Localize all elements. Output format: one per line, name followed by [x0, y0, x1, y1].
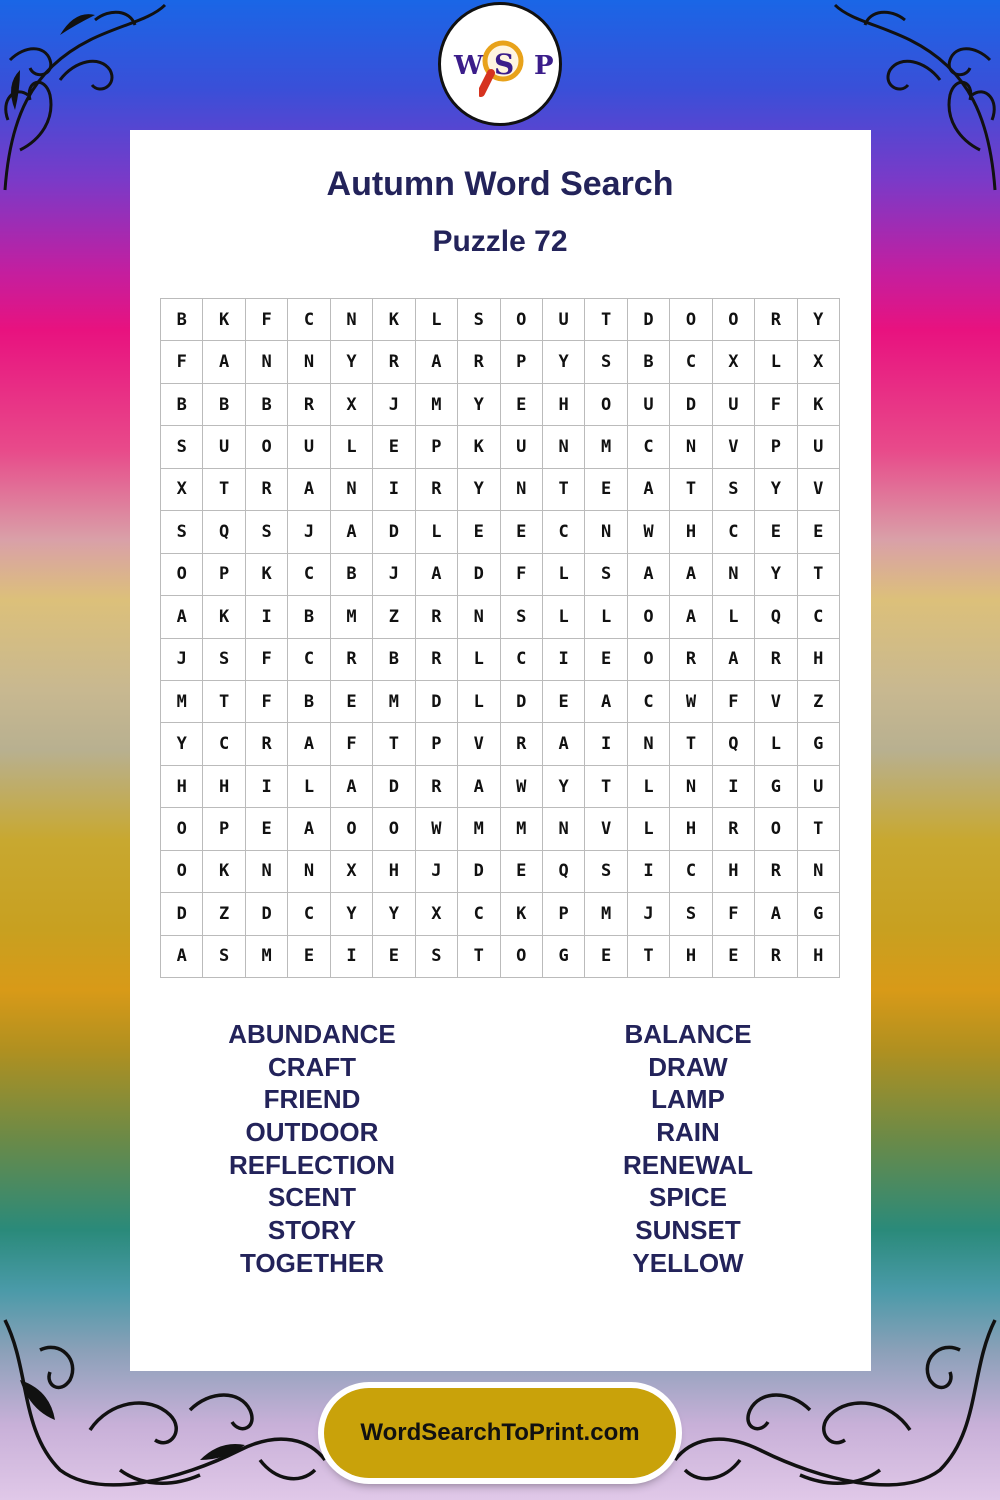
grid-cell[interactable]: O [161, 554, 203, 596]
grid-cell[interactable]: R [501, 723, 543, 765]
grid-cell[interactable]: W [628, 511, 670, 553]
grid-cell[interactable]: T [585, 299, 627, 341]
grid-cell[interactable]: S [203, 639, 245, 681]
grid-cell[interactable]: N [501, 469, 543, 511]
grid-cell[interactable]: E [246, 808, 288, 850]
grid-cell[interactable]: B [288, 681, 330, 723]
grid-cell[interactable]: N [288, 341, 330, 383]
grid-cell[interactable]: C [628, 681, 670, 723]
grid-cell[interactable]: L [713, 596, 755, 638]
grid-cell[interactable]: A [670, 554, 712, 596]
grid-cell[interactable]: K [373, 299, 415, 341]
grid-cell[interactable]: M [246, 936, 288, 978]
grid-cell[interactable]: N [246, 851, 288, 893]
grid-cell[interactable]: P [755, 426, 797, 468]
grid-cell[interactable]: L [585, 596, 627, 638]
word-list-item: RAIN [656, 1117, 720, 1148]
grid-cell[interactable]: E [501, 851, 543, 893]
grid-cell[interactable]: P [203, 808, 245, 850]
grid-cell[interactable]: C [628, 426, 670, 468]
grid-cell[interactable]: J [416, 851, 458, 893]
grid-cell[interactable]: W [416, 808, 458, 850]
grid-cell[interactable]: O [331, 808, 373, 850]
grid-cell[interactable]: K [203, 851, 245, 893]
grid-cell[interactable]: X [161, 469, 203, 511]
grid-cell[interactable]: S [501, 596, 543, 638]
grid-cell[interactable]: S [713, 469, 755, 511]
word-list-item: FRIEND [263, 1084, 361, 1115]
grid-cell[interactable]: F [246, 681, 288, 723]
grid-cell[interactable]: R [755, 936, 797, 978]
logo-letter-w: W [454, 51, 484, 81]
grid-cell[interactable]: T [670, 723, 712, 765]
grid-cell[interactable]: C [670, 341, 712, 383]
grid-cell[interactable]: A [416, 554, 458, 596]
grid-cell[interactable]: U [798, 766, 840, 808]
grid-cell[interactable]: Y [373, 893, 415, 935]
grid-cell[interactable]: Q [713, 723, 755, 765]
grid-cell[interactable]: U [543, 299, 585, 341]
grid-cell[interactable]: Y [543, 766, 585, 808]
grid-cell[interactable]: B [203, 384, 245, 426]
grid-cell[interactable]: T [798, 554, 840, 596]
grid-cell[interactable]: J [161, 639, 203, 681]
grid-cell[interactable]: G [798, 723, 840, 765]
grid-cell[interactable]: R [246, 469, 288, 511]
grid-cell[interactable]: V [755, 681, 797, 723]
grid-cell[interactable]: A [161, 596, 203, 638]
grid-cell[interactable]: Y [543, 341, 585, 383]
grid-cell[interactable]: H [670, 808, 712, 850]
grid-cell[interactable]: S [246, 511, 288, 553]
grid-cell[interactable]: E [755, 511, 797, 553]
grid-cell[interactable]: F [246, 639, 288, 681]
grid-cell[interactable]: S [203, 936, 245, 978]
grid-cell[interactable]: A [628, 554, 670, 596]
grid-cell[interactable]: S [161, 511, 203, 553]
grid-cell[interactable]: C [288, 554, 330, 596]
grid-cell[interactable]: L [416, 299, 458, 341]
grid-cell[interactable]: T [585, 766, 627, 808]
grid-cell[interactable]: F [713, 681, 755, 723]
grid-cell[interactable]: A [416, 341, 458, 383]
grid-cell[interactable]: A [331, 766, 373, 808]
grid-cell[interactable]: A [161, 936, 203, 978]
grid-cell[interactable]: S [585, 554, 627, 596]
grid-cell[interactable]: D [458, 554, 500, 596]
letter-grid[interactable] [160, 298, 840, 978]
grid-cell[interactable]: T [373, 723, 415, 765]
grid-cell[interactable]: K [501, 893, 543, 935]
grid-cell[interactable]: F [755, 384, 797, 426]
grid-cell[interactable]: O [246, 426, 288, 468]
grid-cell[interactable]: T [543, 469, 585, 511]
grid-cell[interactable]: N [246, 341, 288, 383]
page-title: Autumn Word Search [326, 165, 674, 203]
grid-cell[interactable]: O [501, 299, 543, 341]
word-list-item: STORY [267, 1215, 357, 1246]
grid-cell[interactable]: T [203, 469, 245, 511]
grid-cell[interactable]: W [501, 766, 543, 808]
grid-cell[interactable]: G [755, 766, 797, 808]
grid-cell[interactable]: S [585, 341, 627, 383]
grid-cell[interactable]: L [543, 596, 585, 638]
grid-cell[interactable]: S [458, 299, 500, 341]
grid-cell[interactable]: O [161, 808, 203, 850]
grid-cell[interactable]: L [458, 639, 500, 681]
grid-cell[interactable]: T [203, 681, 245, 723]
grid-cell[interactable]: C [288, 893, 330, 935]
grid-cell[interactable]: T [670, 469, 712, 511]
grid-cell[interactable]: J [373, 384, 415, 426]
grid-cell[interactable]: V [585, 808, 627, 850]
website-label: WordSearchToPrint.com [360, 1419, 640, 1446]
grid-cell[interactable]: R [288, 384, 330, 426]
grid-cell[interactable]: P [501, 341, 543, 383]
grid-cell[interactable]: Y [161, 723, 203, 765]
grid-cell[interactable]: V [798, 469, 840, 511]
grid-cell[interactable]: I [543, 639, 585, 681]
grid-cell[interactable]: L [543, 554, 585, 596]
grid-cell[interactable]: U [501, 426, 543, 468]
grid-cell[interactable]: H [203, 766, 245, 808]
grid-cell[interactable]: O [670, 299, 712, 341]
grid-cell[interactable]: S [585, 851, 627, 893]
grid-cell[interactable]: D [458, 851, 500, 893]
grid-cell[interactable]: E [458, 511, 500, 553]
word-list-item: YELLOW [632, 1247, 744, 1278]
grid-cell[interactable]: A [458, 766, 500, 808]
grid-cell[interactable]: L [458, 681, 500, 723]
grid-cell[interactable]: D [161, 893, 203, 935]
grid-cell[interactable]: A [670, 596, 712, 638]
grid-cell[interactable]: L [628, 766, 670, 808]
grid-cell[interactable]: S [670, 893, 712, 935]
grid-cell[interactable]: J [628, 893, 670, 935]
grid-cell[interactable]: A [585, 681, 627, 723]
grid-cell[interactable]: E [585, 469, 627, 511]
grid-cell[interactable]: H [161, 766, 203, 808]
grid-cell[interactable]: N [585, 511, 627, 553]
grid-cell[interactable]: Z [373, 596, 415, 638]
grid-cell[interactable]: R [755, 851, 797, 893]
word-list-item: TOGETHER [240, 1247, 384, 1278]
grid-cell[interactable]: W [670, 681, 712, 723]
word-list-item: SUNSET [635, 1215, 741, 1246]
grid-cell[interactable]: U [628, 384, 670, 426]
grid-cell[interactable]: A [755, 893, 797, 935]
grid-cell[interactable]: C [203, 723, 245, 765]
grid-cell[interactable]: B [628, 341, 670, 383]
grid-cell[interactable]: F [713, 893, 755, 935]
grid-cell[interactable]: Y [331, 341, 373, 383]
grid-cell[interactable]: R [331, 639, 373, 681]
grid-cell[interactable]: G [798, 893, 840, 935]
grid-cell[interactable]: Y [331, 893, 373, 935]
grid-cell[interactable]: O [628, 596, 670, 638]
grid-cell[interactable]: D [373, 511, 415, 553]
grid-cell[interactable]: H [798, 936, 840, 978]
grid-cell[interactable]: T [798, 808, 840, 850]
grid-cell[interactable]: Q [203, 511, 245, 553]
word-list-left [162, 1018, 462, 1280]
grid-cell[interactable]: E [288, 936, 330, 978]
grid-cell[interactable]: Y [458, 384, 500, 426]
word-list-item: REFLECTION [228, 1149, 396, 1180]
grid-cell[interactable]: B [161, 384, 203, 426]
word-list-item: OUTDOOR [245, 1117, 379, 1148]
grid-cell[interactable]: X [416, 893, 458, 935]
grid-cell[interactable]: P [416, 723, 458, 765]
grid-cell[interactable]: E [331, 681, 373, 723]
grid-cell[interactable]: H [798, 639, 840, 681]
grid-cell[interactable]: E [798, 511, 840, 553]
grid-cell[interactable]: C [501, 639, 543, 681]
grid-cell[interactable]: Q [755, 596, 797, 638]
grid-cell[interactable]: B [373, 639, 415, 681]
grid-cell[interactable]: E [585, 936, 627, 978]
grid-cell[interactable]: N [543, 808, 585, 850]
word-list-item: SCENT [267, 1182, 357, 1213]
grid-cell[interactable]: D [628, 299, 670, 341]
logo-letter-s: S [494, 48, 515, 81]
grid-cell[interactable]: Z [203, 893, 245, 935]
word-list-item: LAMP [651, 1084, 725, 1115]
grid-cell[interactable]: B [246, 384, 288, 426]
grid-cell[interactable]: R [416, 766, 458, 808]
grid-cell[interactable]: I [628, 851, 670, 893]
grid-cell[interactable]: C [713, 511, 755, 553]
grid-cell[interactable]: N [543, 426, 585, 468]
grid-cell[interactable]: Y [458, 469, 500, 511]
grid-cell[interactable]: C [288, 299, 330, 341]
grid-cell[interactable]: O [713, 299, 755, 341]
grid-cell[interactable]: B [288, 596, 330, 638]
grid-cell[interactable]: A [288, 723, 330, 765]
grid-cell[interactable]: A [288, 808, 330, 850]
grid-cell[interactable]: M [585, 893, 627, 935]
grid-cell[interactable]: A [713, 639, 755, 681]
grid-cell[interactable]: F [501, 554, 543, 596]
word-list-item: BALANCE [624, 1019, 752, 1049]
grid-cell[interactable]: T [628, 936, 670, 978]
grid-cell[interactable]: R [670, 639, 712, 681]
grid-cell[interactable]: O [755, 808, 797, 850]
grid-cell[interactable]: U [798, 426, 840, 468]
grid-cell[interactable]: H [670, 511, 712, 553]
grid-cell[interactable]: F [331, 723, 373, 765]
grid-cell[interactable]: A [628, 469, 670, 511]
site-logo[interactable] [438, 2, 562, 126]
grid-cell[interactable]: J [373, 554, 415, 596]
grid-cell[interactable]: L [628, 808, 670, 850]
grid-cell[interactable]: M [416, 384, 458, 426]
grid-cell[interactable]: I [246, 766, 288, 808]
grid-cell[interactable]: V [713, 426, 755, 468]
grid-cell[interactable]: L [755, 341, 797, 383]
grid-cell[interactable]: R [246, 723, 288, 765]
word-list-item: RENEWAL [623, 1149, 753, 1180]
grid-cell[interactable]: R [755, 639, 797, 681]
grid-cell[interactable]: O [585, 384, 627, 426]
grid-cell[interactable]: C [288, 639, 330, 681]
grid-cell[interactable]: U [713, 384, 755, 426]
grid-cell[interactable]: O [501, 936, 543, 978]
word-list-item: DRAW [648, 1051, 728, 1082]
grid-cell[interactable]: R [373, 341, 415, 383]
grid-cell[interactable]: E [373, 936, 415, 978]
grid-cell[interactable]: S [161, 426, 203, 468]
grid-cell[interactable]: R [458, 341, 500, 383]
grid-cell[interactable]: U [288, 426, 330, 468]
grid-cell[interactable]: M [161, 681, 203, 723]
grid-cell[interactable]: P [203, 554, 245, 596]
grid-cell[interactable]: E [501, 384, 543, 426]
grid-cell[interactable]: L [416, 511, 458, 553]
grid-cell[interactable]: B [161, 299, 203, 341]
grid-cell[interactable]: X [798, 341, 840, 383]
grid-cell[interactable]: O [628, 639, 670, 681]
grid-cell[interactable]: J [288, 511, 330, 553]
grid-cell[interactable]: D [670, 384, 712, 426]
grid-cell[interactable]: F [161, 341, 203, 383]
grid-cell[interactable]: E [543, 681, 585, 723]
grid-cell[interactable]: B [331, 554, 373, 596]
grid-cell[interactable]: M [458, 808, 500, 850]
grid-cell[interactable]: K [203, 596, 245, 638]
word-list-item: SPICE [648, 1182, 728, 1213]
grid-cell[interactable]: N [670, 426, 712, 468]
grid-cell[interactable]: X [331, 384, 373, 426]
grid-cell[interactable]: C [458, 893, 500, 935]
grid-cell[interactable]: R [713, 808, 755, 850]
grid-cell[interactable]: D [246, 893, 288, 935]
grid-cell[interactable]: K [246, 554, 288, 596]
grid-cell[interactable]: D [501, 681, 543, 723]
grid-cell[interactable]: K [798, 384, 840, 426]
grid-cell[interactable]: S [416, 936, 458, 978]
grid-cell[interactable]: N [458, 596, 500, 638]
grid-cell[interactable]: I [331, 936, 373, 978]
grid-cell[interactable]: U [203, 426, 245, 468]
grid-cell[interactable]: I [373, 469, 415, 511]
grid-cell[interactable]: X [331, 851, 373, 893]
grid-cell[interactable]: K [458, 426, 500, 468]
grid-cell[interactable]: E [373, 426, 415, 468]
grid-cell[interactable]: A [331, 511, 373, 553]
grid-cell[interactable]: C [670, 851, 712, 893]
grid-cell[interactable]: N [331, 469, 373, 511]
grid-cell[interactable]: I [585, 723, 627, 765]
grid-cell[interactable]: F [246, 299, 288, 341]
grid-cell[interactable]: X [713, 341, 755, 383]
grid-cell[interactable]: C [798, 596, 840, 638]
grid-cell[interactable]: H [373, 851, 415, 893]
grid-cell[interactable]: A [203, 341, 245, 383]
grid-cell[interactable]: D [373, 766, 415, 808]
grid-cell[interactable]: R [416, 469, 458, 511]
grid-cell[interactable]: Z [798, 681, 840, 723]
grid-cell[interactable]: L [331, 426, 373, 468]
grid-cell[interactable]: R [755, 299, 797, 341]
grid-cell[interactable]: D [416, 681, 458, 723]
grid-cell[interactable]: I [713, 766, 755, 808]
logo-letter-p: P [534, 51, 554, 81]
grid-cell[interactable]: I [246, 596, 288, 638]
grid-cell[interactable]: H [713, 851, 755, 893]
grid-cell[interactable]: H [670, 936, 712, 978]
grid-cell[interactable]: M [331, 596, 373, 638]
grid-cell[interactable]: E [713, 936, 755, 978]
grid-cell[interactable]: T [458, 936, 500, 978]
grid-cell[interactable]: N [713, 554, 755, 596]
grid-cell[interactable]: K [203, 299, 245, 341]
word-list-right [538, 1018, 838, 1280]
grid-cell[interactable]: G [543, 936, 585, 978]
grid-cell[interactable]: P [416, 426, 458, 468]
grid-cell[interactable]: M [585, 426, 627, 468]
grid-cell[interactable]: E [501, 511, 543, 553]
grid-cell[interactable]: V [458, 723, 500, 765]
grid-cell[interactable]: H [543, 384, 585, 426]
grid-cell[interactable]: P [543, 893, 585, 935]
grid-cell[interactable]: N [798, 851, 840, 893]
grid-cell[interactable]: A [288, 469, 330, 511]
grid-cell[interactable]: Y [798, 299, 840, 341]
grid-cell[interactable]: Y [755, 469, 797, 511]
word-list-item: CRAFT [267, 1051, 357, 1082]
grid-cell[interactable]: M [373, 681, 415, 723]
grid-cell[interactable]: N [670, 766, 712, 808]
grid-cell[interactable]: M [501, 808, 543, 850]
grid-cell[interactable]: N [331, 299, 373, 341]
grid-cell[interactable]: Y [755, 554, 797, 596]
grid-cell[interactable]: N [628, 723, 670, 765]
grid-cell[interactable]: E [585, 639, 627, 681]
grid-cell[interactable]: C [543, 511, 585, 553]
grid-cell[interactable]: O [373, 808, 415, 850]
website-button[interactable] [324, 1388, 676, 1478]
grid-cell[interactable]: R [416, 639, 458, 681]
grid-cell[interactable]: R [416, 596, 458, 638]
grid-cell[interactable]: N [288, 851, 330, 893]
grid-cell[interactable]: Q [543, 851, 585, 893]
grid-cell[interactable]: L [755, 723, 797, 765]
grid-cell[interactable]: L [288, 766, 330, 808]
grid-cell[interactable]: A [543, 723, 585, 765]
grid-cell[interactable]: O [161, 851, 203, 893]
puzzle-number: Puzzle 72 [432, 225, 568, 258]
word-list-item: ABUNDANCE [228, 1019, 396, 1049]
